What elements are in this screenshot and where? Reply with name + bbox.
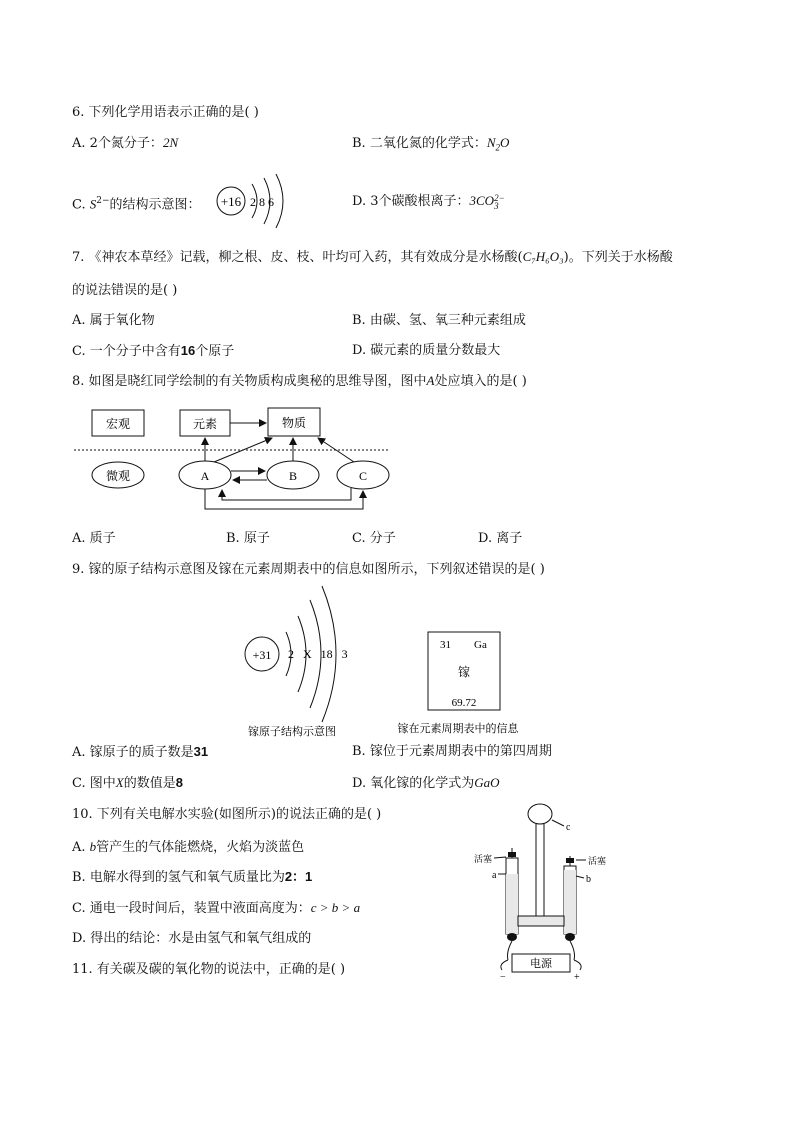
q9-option-a[interactable]: [72, 743, 208, 762]
q8-option-d[interactable]: D. 离子: [478, 531, 523, 546]
tube-a-water: [506, 874, 518, 934]
q8-stem-var: A: [426, 373, 435, 388]
q8-option-a[interactable]: A. 质子: [72, 531, 116, 546]
q8-stem: [72, 372, 527, 391]
wire-right-curl: [574, 960, 581, 970]
q8-stem-pre: 8. 如图是晓红同学绘制的有关物质构成奥秘的思维导图，图中: [72, 374, 427, 389]
q6-option-d[interactable]: [352, 192, 505, 211]
q7-option-a[interactable]: A. 属于氧化物: [72, 313, 155, 328]
valve-right-label: 活塞: [588, 856, 607, 866]
q9-d-formula: GaO: [474, 775, 500, 790]
q7-stem-start: 7. 《神农本草经》记载，柳之根、皮、枝、叶均可入药，其有效成分是水杨酸(: [72, 250, 523, 265]
label-a: a: [492, 870, 497, 881]
q6-sulfide-diagram: [210, 172, 290, 232]
q7-option-c[interactable]: [72, 342, 234, 361]
q6-b-label: B. 二氧化氮的化学式：: [352, 136, 487, 151]
wire-left: [508, 941, 513, 960]
q9-gallium-atom-diagram: [236, 582, 366, 740]
electrode-right: [565, 933, 575, 941]
q6-c-label: C.: [72, 197, 90, 213]
element-label: 元素: [192, 417, 218, 431]
ga-cell-mass: 69.72: [451, 697, 477, 709]
q6-option-c[interactable]: [72, 192, 201, 214]
q9-c-var: X: [115, 775, 124, 790]
q8-mindmap-diagram: [72, 402, 402, 520]
q6-d-sub: 3: [494, 200, 499, 211]
q9-c-post: 的数值是: [123, 776, 176, 791]
q7-option-d[interactable]: D. 碳元素的质量分数最大: [352, 343, 501, 358]
q6-option-a[interactable]: [72, 134, 178, 153]
q10-b-pre: B. 电解水得到的氢气和氧气质量比为: [72, 870, 285, 885]
q11-stem: 11. 有关碳及碳的氧化物的说法中，正确的是( ): [72, 962, 346, 977]
substance-label: 物质: [281, 416, 307, 430]
c-pointer: [552, 820, 564, 826]
q9-option-c[interactable]: [72, 774, 183, 793]
q7-option-b[interactable]: B. 由碳、氢、氧三种元素组成: [352, 313, 526, 328]
reservoir-bulb: [528, 804, 552, 824]
q6-c-ion: S: [89, 196, 97, 212]
q6-b-sub: 2: [495, 142, 500, 153]
shell-arc-3: [276, 174, 283, 228]
q9-option-d[interactable]: [352, 774, 500, 793]
electrode-left: [507, 933, 517, 941]
q9-c-num: 8: [175, 775, 183, 790]
micro-label: 微观: [105, 469, 131, 483]
label-b: b: [586, 874, 591, 885]
connector-tube: [518, 916, 564, 926]
q10-option-d[interactable]: D. 得出的结论：水是由氢气和氧气组成的: [72, 931, 312, 946]
q10-option-c[interactable]: [72, 899, 360, 918]
macro-label: 宏观: [105, 417, 131, 431]
q6-option-b[interactable]: [352, 134, 509, 157]
q9-periodic-cell: [388, 624, 528, 740]
arrow-a-c: [205, 489, 363, 509]
q6-a-label: A. 2个氮分子：: [72, 136, 163, 151]
valve-right-icon: [566, 858, 574, 863]
q9-stem: 9. 镓的原子结构示意图及镓在元素周期表中的信息如图所示，下列叙述错误的是( ): [72, 562, 545, 577]
valve-left-icon: [508, 852, 516, 857]
q10-stem: 10. 下列有关电解水实验(如图所示)的说法正确的是( ): [72, 807, 382, 822]
node-b-label: B: [288, 469, 298, 483]
q8-option-c[interactable]: C. 分子: [352, 531, 396, 546]
ga-cell-number: 31: [440, 639, 451, 651]
q6-d-label: D. 3个碳酸根离子：: [352, 194, 470, 209]
q6-a-formula: 2N: [162, 135, 179, 150]
ga-shells-text: 2 X 18 3: [288, 647, 348, 661]
q7-stem-line1: [72, 248, 673, 267]
q10-a-var: b: [89, 839, 97, 854]
q6-c-rest: 的结构示意图：: [109, 197, 201, 213]
q9-option-b[interactable]: B. 镓位于元素周期表中的第四周期: [352, 744, 552, 759]
q10-c-pre: C. 通电一段时间后，装置中液面高度为：: [72, 901, 311, 916]
q7-c-num: 16: [180, 343, 196, 358]
wire-left-curl: [501, 960, 508, 970]
q10-option-b[interactable]: [72, 868, 312, 887]
q7-stem-line2: 的说法错误的是( ): [72, 283, 178, 298]
ga-cell-name: 镓: [457, 665, 471, 679]
q10-a-pre: A.: [72, 840, 90, 855]
power-label: 电源: [530, 958, 552, 970]
q10-option-a[interactable]: [72, 838, 304, 857]
q6-shells-text: 2 8 6: [250, 195, 274, 209]
valve-left-pointer: [494, 857, 506, 858]
q6-b-o: O: [500, 135, 510, 150]
q6-d-script: [494, 194, 505, 210]
q6-stem: 6. 下列化学用语表示正确的是( ): [72, 105, 259, 120]
q7-formula: C₇H₆O₃: [522, 249, 564, 264]
q10-b-ratio: 2：1: [284, 869, 313, 884]
valve-left-label: 活塞: [474, 854, 493, 864]
q10-electrolysis-apparatus: [466, 802, 646, 982]
q8-stem-post: 处应填入的是( ): [434, 374, 527, 389]
q10-c-expr: c > b > a: [310, 900, 361, 915]
q7-c-post: 个原子: [195, 344, 235, 359]
q6-b-formula: N: [486, 135, 496, 150]
node-a-label: A: [200, 469, 210, 483]
q7-c-pre: C. 一个分子中含有: [72, 344, 181, 359]
tube-b-water: [564, 870, 576, 934]
q6-c-sup: 2−: [96, 196, 110, 206]
q6-d-sup: 2−: [494, 192, 505, 203]
q9-a-pre: A. 镓原子的质子数是: [72, 745, 194, 760]
q6-nucleus-text: +16: [220, 194, 242, 209]
arrow-c-a: [222, 488, 351, 500]
q8-option-b[interactable]: B. 原子: [226, 531, 270, 546]
power-minus: −: [500, 972, 506, 982]
node-c-label: C: [358, 469, 368, 483]
power-plus: +: [574, 972, 580, 982]
q9-d-pre: D. 氧化镓的化学式为: [352, 776, 475, 791]
ga-nucleus-text: +31: [252, 648, 272, 662]
q9-c-pre: C. 图中: [72, 776, 116, 791]
b-pointer: [576, 876, 584, 878]
ga-atom-caption: 镓原子结构示意图: [248, 726, 336, 738]
q9-a-num: 31: [193, 744, 209, 759]
ga-cell-caption: 镓在元素周期表中的信息: [397, 723, 519, 735]
wire-right: [570, 941, 575, 960]
q7-stem-end: )。下列关于水杨酸: [563, 250, 673, 265]
label-c: c: [566, 822, 571, 833]
q10-a-post: 管产生的气体能燃烧，火焰为淡蓝色: [96, 840, 305, 855]
q6-d-formula: 3CO: [469, 193, 495, 208]
ga-cell-symbol: Ga: [474, 639, 487, 651]
